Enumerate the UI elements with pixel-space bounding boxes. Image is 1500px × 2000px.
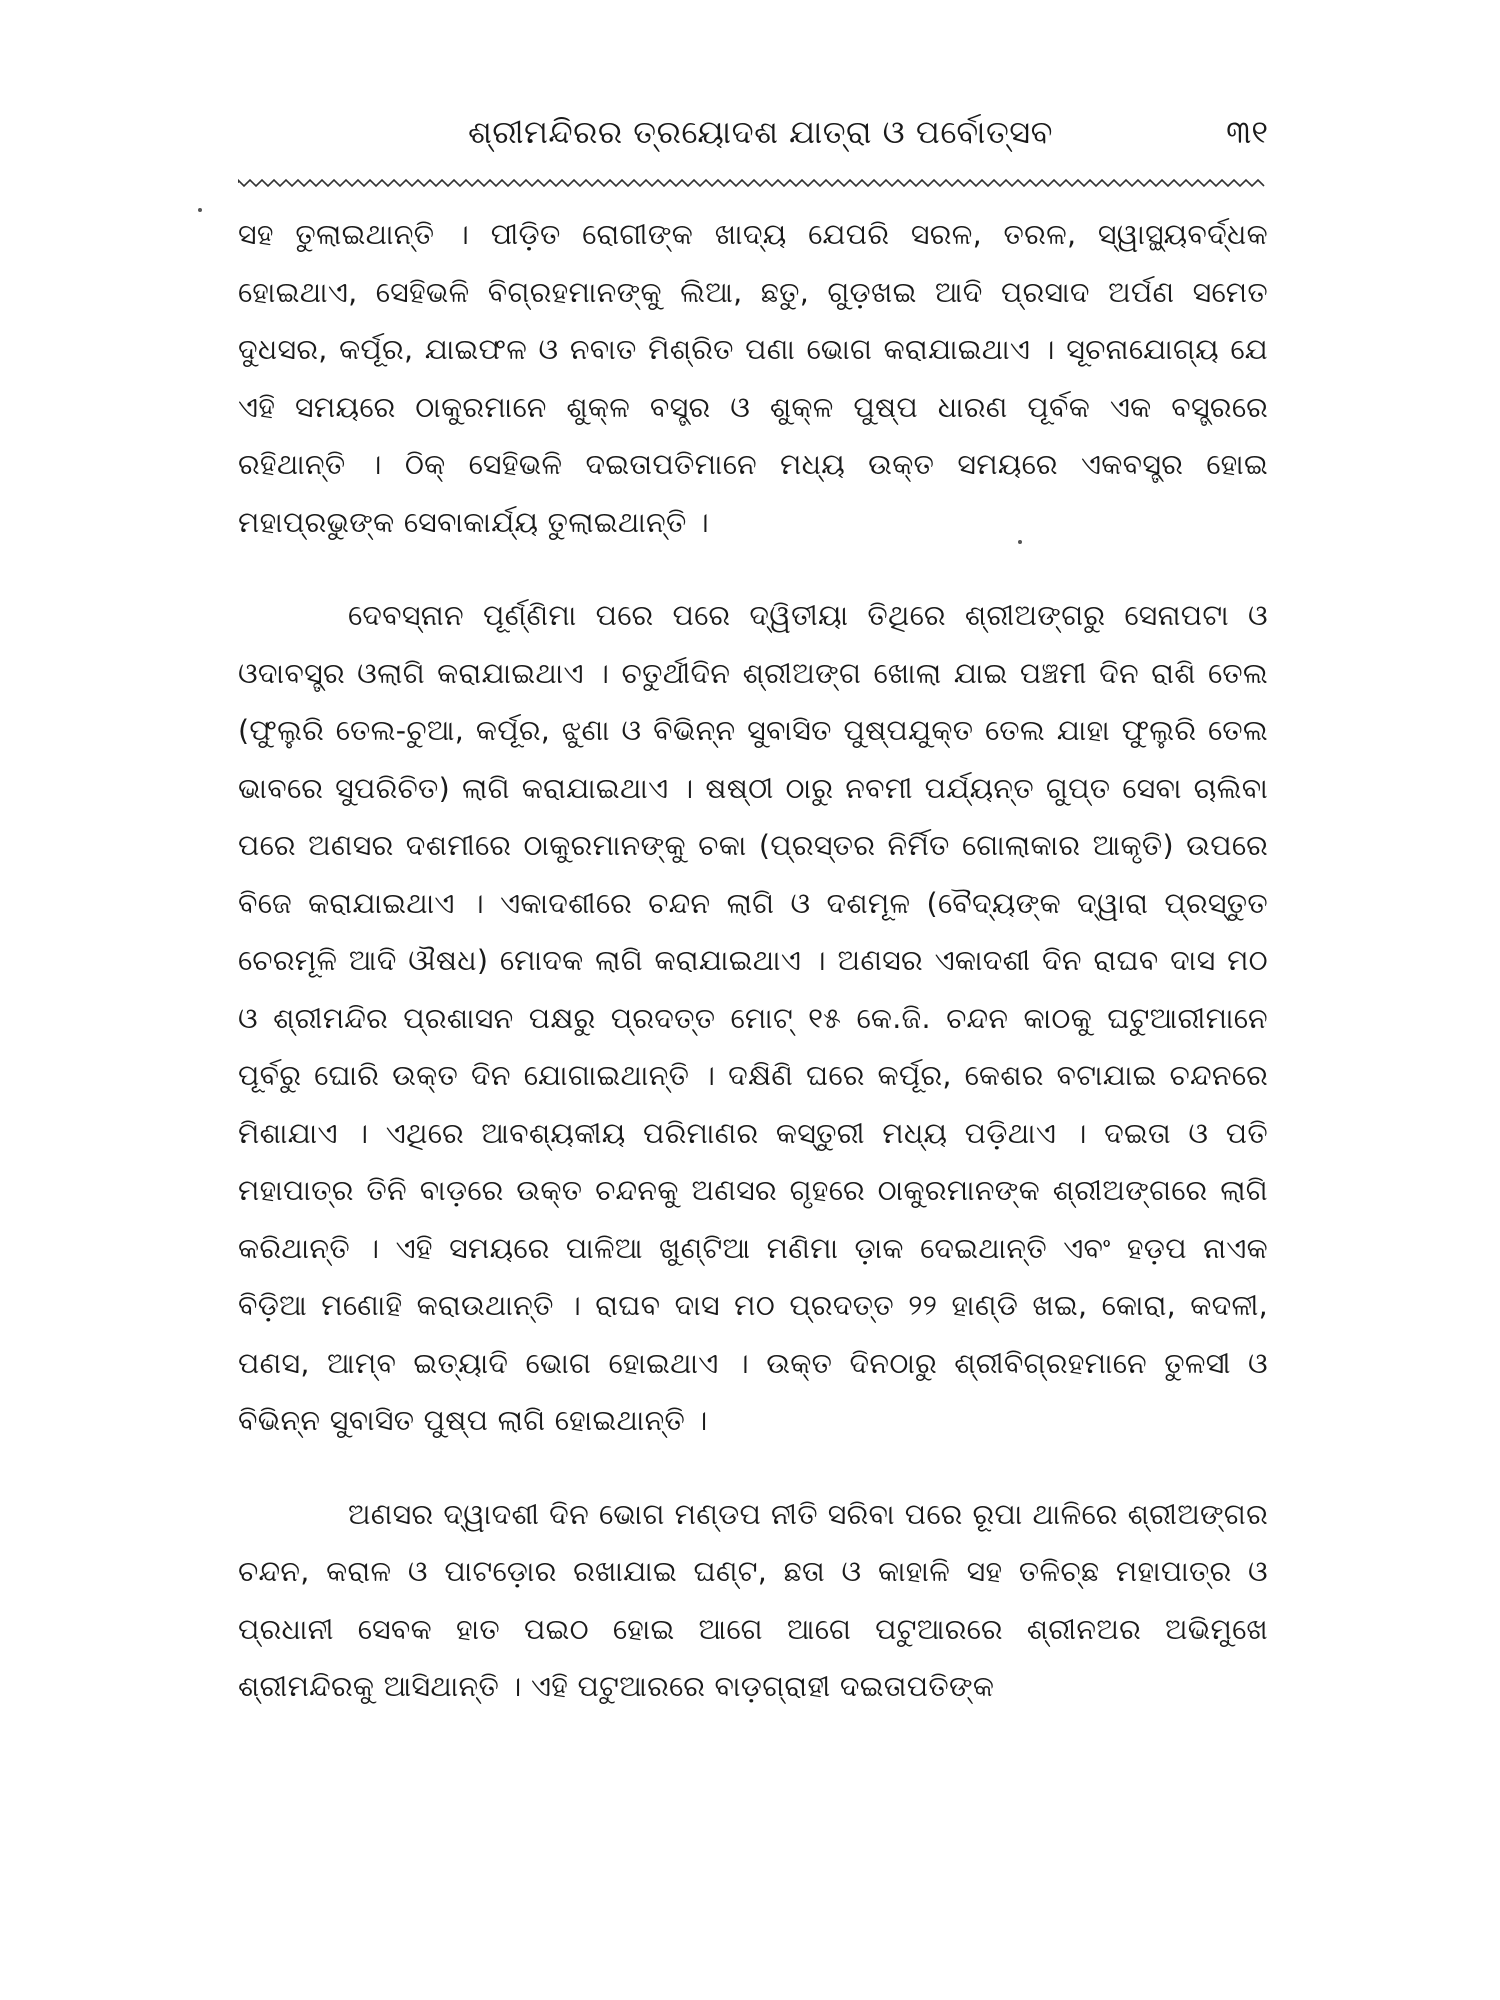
decorative-wavy-rule — [238, 176, 1268, 190]
paragraph-continued: ସହ ତୁଲାଇଥାନ୍ତି । ପୀଡ଼ିତ ରୋଗୀଙ୍କ ଖାଦ୍ୟ ଯେପରି ସରଳ, ତରଳ, ସ୍ୱାସ୍ଥ୍ୟବର୍ଦ୍ଧକ ହୋଇଥାଏ, ସେହିଭଳି ବିଗ୍ରହମାନଙ୍କୁ ଲିଆ, ଛତୁ, ଗୁଡ଼ଖଇ ଆଦି ପ୍ରସାଦ ଅର୍ପଣ ସମେତ ଦୁଧସର, କର୍ପୂର, ଯାଇଫଳ ଓ ନବାତ ମିଶ୍ରିତ ପଣା ଭୋଗ କରାଯାଇଥାଏ । ସୂଚନାଯୋଗ୍ୟ ଯେ ଏହି ସମୟରେ ଠାକୁରମାନେ ଶୁକ୍ଳ ବସ୍ତ୍ର ଓ ଶୁକ୍ଳ ପୁଷ୍ପ ଧାରଣ ପୂର୍ବକ ଏକ ବସ୍ତ୍ରରେ ରହିଥାନ୍ତି । ଠିକ୍ ସେହିଭଳି ଦଇତାପତିମାନେ ମଧ୍ୟ ଉକ୍ତ ସମୟରେ ଏକବସ୍ତ୍ର ହୋଇ ମହାପ୍ରଭୁଙ୍କ ସେବାକାର୍ଯ୍ୟ ତୁଲାଇଥାନ୍ତି । — [238, 218, 1268, 539]
print-speck — [1018, 540, 1022, 544]
paragraph: ଅଣସର ଦ୍ୱାଦଶୀ ଦିନ ଭୋଗ ମଣ୍ଡପ ନୀତି ସରିବା ପରେ ରୂପା ଥାଳିରେ ଶ୍ରୀଅଙ୍ଗର ଚନ୍ଦନ, କରାଳ ଓ ପାଟଡ଼ୋର ରଖାଯାଇ ଘଣ୍ଟ, ଛତା ଓ କାହାଳି ସହ ତଳିଚ୍ଛ ମହାପାତ୍ର ଓ ପ୍ରଧାନୀ ସେବକ ହାତ ପଇଠ ହୋଇ ଆଗେ ଆଗେ ପଟୁଆରରେ ଶ୍ରୀନଅର ଅଭିମୁଖେ ଶ୍ରୀମନ୍ଦିରକୁ ଆସିଥାନ୍ତି । ଏହି ପଟୁଆରରେ ବାଡ଼ଗ୍ରାହୀ ଦଇତାପତିଙ୍କ — [238, 1497, 1268, 1703]
book-page — [238, 100, 1268, 1930]
body-text — [238, 206, 1268, 1752]
print-speck — [198, 208, 202, 212]
running-title: ଶ୍ରୀମନ୍ଦିରର ତ୍ରୟୋଦଶ ଯାତ୍ରା ଓ ପର୍ବୋତ୍ସବ — [468, 113, 1053, 151]
paragraph: ଦେବସ୍ନାନ ପୂର୍ଣ୍ଣିମା ପରେ ପରେ ଦ୍ୱିତୀୟା ତିଥିରେ ଶ୍ରୀଅଙ୍ଗରୁ ସେନାପଟା ଓ ଓଦାବସ୍ତ୍ର ଓଲାଗି କରାଯାଇଥାଏ । ଚତୁର୍ଥୀଦିନ ଶ୍ରୀଅଙ୍ଗ ଖୋଲା ଯାଇ ପଞ୍ଚମୀ ଦିନ ରାଶି ତେଲ (ଫୁଲୁରି ତେଲ-ଚୁଆ, କର୍ପୂର, ଝୁଣା ଓ ବିଭିନ୍ନ ସୁବାସିତ ପୁଷ୍ପଯୁକ୍ତ ତେଲ ଯାହା ଫୁଲୁରି ତେଲ ଭାବରେ ସୁପରିଚିତ) ଲାଗି କରାଯାଇଥାଏ । ଷଷ୍ଠୀ ଠାରୁ ନବମୀ ପର୍ଯ୍ୟନ୍ତ ଗୁପ୍ତ ସେବା ଚାଲିବା ପରେ ଅଣସର ଦଶମୀରେ ଠାକୁରମାନଙ୍କୁ ଚକା (ପ୍ରସ୍ତର ନିର୍ମିତ ଗୋଲାକାର ଆକୃତି) ଉପରେ ବିଜେ କରାଯାଇଥାଏ । ଏକାଦଶୀରେ ଚନ୍ଦନ ଲାଗି ଓ ଦଶମୂଳ (ବୈଦ୍ୟଙ୍କ ଦ୍ୱାରା ପ୍ରସ୍ତୁତ ଚେରମୂଳି ଆଦି ଔଷଧ) ମୋଦକ ଲାଗି କରାଯାଇଥାଏ । ଅଣସର ଏକାଦଶୀ ଦିନ ରାଘବ ଦାସ ମଠ ଓ ଶ୍ରୀମନ୍ଦିର ପ୍ରଶାସନ ପକ୍ଷରୁ ପ୍ରଦତ୍ତ ମୋଟ୍ ୧୫ କେ.ଜି. ଚନ୍ଦନ କାଠକୁ ଘଟୁଆରୀମାନେ ପୂର୍ବରୁ ଘୋରି ଉକ୍ତ ଦିନ ଯୋଗାଇଥାନ୍ତି । ଦକ୍ଷିଣି ଘରେ କର୍ପୂର, କେଶର ବଟାଯାଇ ଚନ୍ଦନରେ ମିଶାଯାଏ । ଏଥିରେ ଆବଶ୍ୟକୀୟ ପରିମାଣର କସ୍ତୁରୀ ମଧ୍ୟ ପଡ଼ିଥାଏ । ଦଇତା ଓ ପତି ମହାପାତ୍ର ତିନି ବାଡ଼ରେ ଉକ୍ତ ଚନ୍ଦନକୁ ଅଣସର ଗୃହରେ ଠାକୁରମାନଙ୍କ ଶ୍ରୀଅଙ୍ଗରେ ଲାଗି କରିଥାନ୍ତି । ଏହି ସମୟରେ ପାଳିଆ ଖୁଣ୍ଟିଆ ମଣିମା ଡ଼ାକ ଦେଇଥାନ୍ତି ଏବଂ ହଡ଼ପ ନାଏକ ବିଡ଼ିଆ ମଣୋହି କରାଉଥାନ୍ତି । ରାଘବ ଦାସ ମଠ ପ୍ରଦତ୍ତ ୨୨ ହାଣ୍ଡି ଖଇ, କୋରା, କଦଳୀ, ପଣସ, ଆମ୍ବ ଇତ୍ୟାଦି ଭୋଗ ହୋଇଥାଏ । ଉକ୍ତ ଦିନଠାରୁ ଶ୍ରୀବିଗ୍ରହମାନେ ତୁଳସୀ ଓ ବିଭିନ୍ନ ସୁବାସିତ ପୁଷ୍ପ ଲାଗି ହୋଇଥାନ୍ତି । — [238, 599, 1268, 1437]
page-number: ୩୧ — [1226, 113, 1268, 151]
page-header — [238, 100, 1268, 170]
